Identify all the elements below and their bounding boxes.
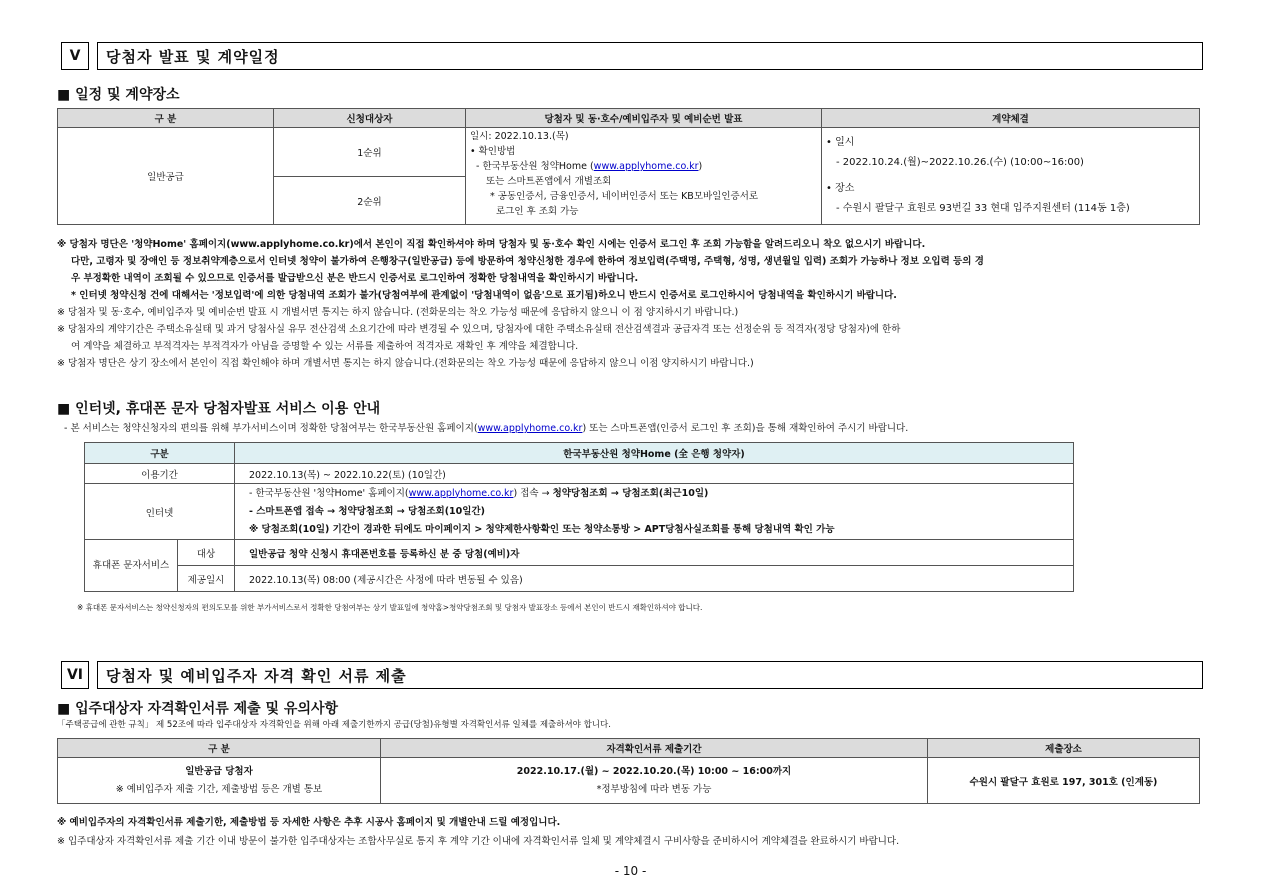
note: 여 계약을 체결하고 부적격자는 부적격자가 아님을 증명할 수 있는 서류를 제출하여 적격자로 재확인 후 계약을 체결합니다. [71, 341, 579, 352]
subsection-title: ■ 인터넷, 휴대폰 문자 당첨자발표 서비스 이용 안내 [57, 401, 381, 417]
applyhome-link[interactable]: www.applyhome.co.kr [408, 487, 514, 499]
target-cell: 일반공급 청약 신청시 휴대폰번호를 등록하신 분 중 당첨(예비)자 [235, 540, 1074, 566]
category-title: 일반공급 당첨자 [185, 765, 253, 777]
internet-line-2: - 스마트폰앱 접속 → 청약당첨조회 → 당첨조회(10일간) [249, 505, 485, 517]
contract-place-label: • 장소 [826, 183, 855, 194]
internet-line-1 [249, 485, 1069, 503]
row-label: 휴대폰 문자서비스 [85, 540, 178, 592]
section-number: V [61, 42, 89, 70]
intro-text: 「주택공급에 관한 규칙」 제 52조에 따라 입주대상자 자격확인을 위해 아래 제출기한까지 공급(당첨)유형별 자격확인서류 일체를 제출하셔야 합니다. [57, 720, 611, 730]
period-text: 2022.10.17.(월) ~ 2022.10.20.(목) 10:00 ~ 16:00까지 [516, 765, 792, 777]
col-header: 구분 [85, 443, 235, 464]
rank-cell: 2순위 [274, 177, 466, 225]
contract-cell [822, 128, 1200, 225]
ann-text: - 한국부동산원 청약Home ( [476, 161, 594, 172]
period-cell [381, 758, 928, 804]
ann-line: 또는 스마트폰앱에서 개별조회 [486, 176, 612, 187]
service-description [64, 422, 908, 436]
note: ※ 당첨자 명단은 '청약Home' 홈페이지(www.applyhome.co.kr)에서 본인이 직접 확인하셔야 하며 당첨자 및 동·호수 확인 시에는 인증서 로그인 후 조회 가능함을 알려드리오니 착오 없으시기 바랍니다. [57, 239, 926, 250]
note: 우 부정확한 내역이 조회될 수 있으므로 인증서를 발급받으신 분은 반드시 인증서로 로그인하여 정확한 당첨내역을 확인하시기 바랍니다. [71, 273, 639, 284]
period-cell: 2022.10.13(목) ~ 2022.10.22(토) (10일간) [235, 464, 1074, 484]
schedule-table [57, 108, 1200, 225]
subsection-title: ■ 입주대상자 자격확인서류 제출 및 유의사항 [57, 701, 339, 717]
service-note: ※ 휴대폰 문자서비스는 청약신청자의 편의도모를 위한 부가서비스로서 정확한 당첨여부는 상기 발표일에 청약홈>청약당첨조회 및 당첨자 발표장소 등에서 본인이 반드시 재확인하셔야 합니다. [77, 603, 703, 612]
note: ※ 당첨자 명단은 상기 장소에서 본인이 직접 확인해야 하며 개별서면 통지는 하지 않습니다.(전화문의는 착오 가능성 때문에 응답하지 않으니 이점 양지하시기 바랍니다.) [57, 358, 754, 369]
col-header: 제출장소 [928, 739, 1200, 758]
note: ※ 입주대상자 자격확인서류 제출 기간 이내 방문이 불가한 입주대상자는 조합사무실로 통지 후 계약 기간 이내에 자격확인서류 일체 및 계약체결시 구비사항을 준비하시어 계약체결을 완료하시기 바랍니다. [57, 836, 900, 847]
ann-line [470, 159, 817, 174]
place-cell: 수원시 팔달구 효원로 197, 301호 (인계동) [928, 758, 1200, 804]
internet-text: - 한국부동산원 '청약Home' 홈페이지( [249, 487, 409, 499]
ann-line: * 공동인증서, 금융인증서, 네이버인증서 또는 KB모바일인증서로 [490, 191, 759, 202]
section-6-header [61, 661, 1203, 689]
note: * 인터넷 청약신청 건에 대해서는 '정보입력'에 의한 당첨내역 조회가 불가(당첨여부에 관계없이 '당첨내역이 없음'으로 표기됨)하오니 반드시 인증서로 로그인하시어 당첨내역을 확인하시기 바랍니다. [71, 290, 897, 301]
announcement-cell [466, 128, 822, 225]
section-title: 당첨자 및 예비입주자 자격 확인 서류 제출 [97, 661, 1203, 689]
internet-line-3: ※ 당첨조회(10일) 기간이 경과한 뒤에도 마이페이지 > 청약제한사항확인 또는 청약소통방 > APT당첨사실조회를 통해 당첨내역 확인 가능 [249, 523, 835, 535]
subsection-title: ■ 일정 및 계약장소 [57, 87, 180, 103]
ann-date: 일시: 2022.10.13.(목) [470, 131, 569, 142]
service-table [84, 442, 1074, 592]
internet-path: 청약당첨조회 → 당첨조회(최근10일) [552, 487, 709, 499]
col-header: 당첨자 및 동·호수/예비입주자 및 예비순번 발표 [466, 109, 822, 128]
note: ※ 예비입주자의 자격확인서류 제출기한, 제출방법 등 자세한 사항은 추후 시공사 홈페이지 및 개별안내 드릴 예정입니다. [57, 817, 561, 828]
section-number: VI [61, 661, 89, 689]
page-number: - 10 - [614, 864, 647, 878]
applyhome-link[interactable]: www.applyhome.co.kr [593, 161, 699, 172]
ann-line: 로그인 후 조회 가능 [496, 206, 579, 217]
row-label: 일반공급 [58, 128, 274, 225]
section-title: 당첨자 발표 및 계약일정 [97, 42, 1203, 70]
service-text: - 본 서비스는 청약신청자의 편의를 위해 부가서비스이며 정확한 당첨여부는 한국부동산원 홈페이지( [64, 423, 478, 434]
contract-date: - 2022.10.24.(월)~2022.10.26.(수) (10:00~16:00) [836, 157, 1084, 168]
period-note: *정부방침에 따라 변동 가능 [596, 783, 712, 795]
col-header: 계약체결 [822, 109, 1200, 128]
section-5-header [61, 42, 1203, 70]
row-label: 이용기간 [85, 464, 235, 484]
contract-place: - 수원시 팔달구 효원로 93번길 33 현대 입주지원센터 (114동 1층) [836, 203, 1130, 214]
col-header: 신청대상자 [274, 109, 466, 128]
col-header: 한국부동산원 청약Home (全 은행 청약자) [235, 443, 1074, 464]
note: ※ 당첨자 및 동·호수, 예비입주자 및 예비순번 발표 시 개별서면 통지는 하지 않습니다. (전화문의는 착오 가능성 때문에 응답하지 않으니 이 점 양지하시기 바랍니다.) [57, 307, 739, 318]
sub-label: 제공일시 [178, 566, 235, 592]
internet-cell [235, 484, 1074, 540]
col-header: 구 분 [58, 109, 274, 128]
ann-text: ) [698, 161, 703, 172]
note: 다만, 고령자 및 장애인 등 정보취약계층으로서 인터넷 청약이 불가하여 은행창구(일반공급) 등에 방문하여 청약신청한 경우에 한하여 정보입력(주택명, 주택형, 성명, 생년월일 입력) 조회가 가능하나 정보 오입력 등의 경 [71, 256, 984, 267]
category-cell [58, 758, 381, 804]
row-label: 인터넷 [85, 484, 235, 540]
rank-cell: 1순위 [274, 128, 466, 177]
note: ※ 당첨자의 계약기간은 주택소유실태 및 과거 당첨사실 유무 전산검색 소요기간에 따라 변경될 수 있으며, 당첨자에 대한 주택소유실태 전산검색결과 공급자격 또는 선정순위 등 적격자(정당 당첨자)에 한하 [57, 324, 901, 335]
applyhome-link[interactable]: www.applyhome.co.kr [477, 423, 583, 434]
sub-label: 대상 [178, 540, 235, 566]
col-header: 자격확인서류 제출기간 [381, 739, 928, 758]
ann-method: • 확인방법 [470, 146, 516, 157]
provide-date-cell: 2022.10.13(목) 08:00 (제공시간은 사정에 따라 변동될 수 있음) [235, 566, 1074, 592]
contract-date-label: • 일시 [826, 137, 855, 148]
service-text: ) 또는 스마트폰앱(인증서 로그인 후 조회)을 통해 재확인하여 주시기 바랍니다. [582, 423, 909, 434]
documents-table [57, 738, 1200, 804]
internet-text: ) 접속 → [513, 487, 553, 499]
col-header: 구 분 [58, 739, 381, 758]
category-note: ※ 예비입주자 제출 기간, 제출방법 등은 개별 통보 [115, 783, 323, 795]
